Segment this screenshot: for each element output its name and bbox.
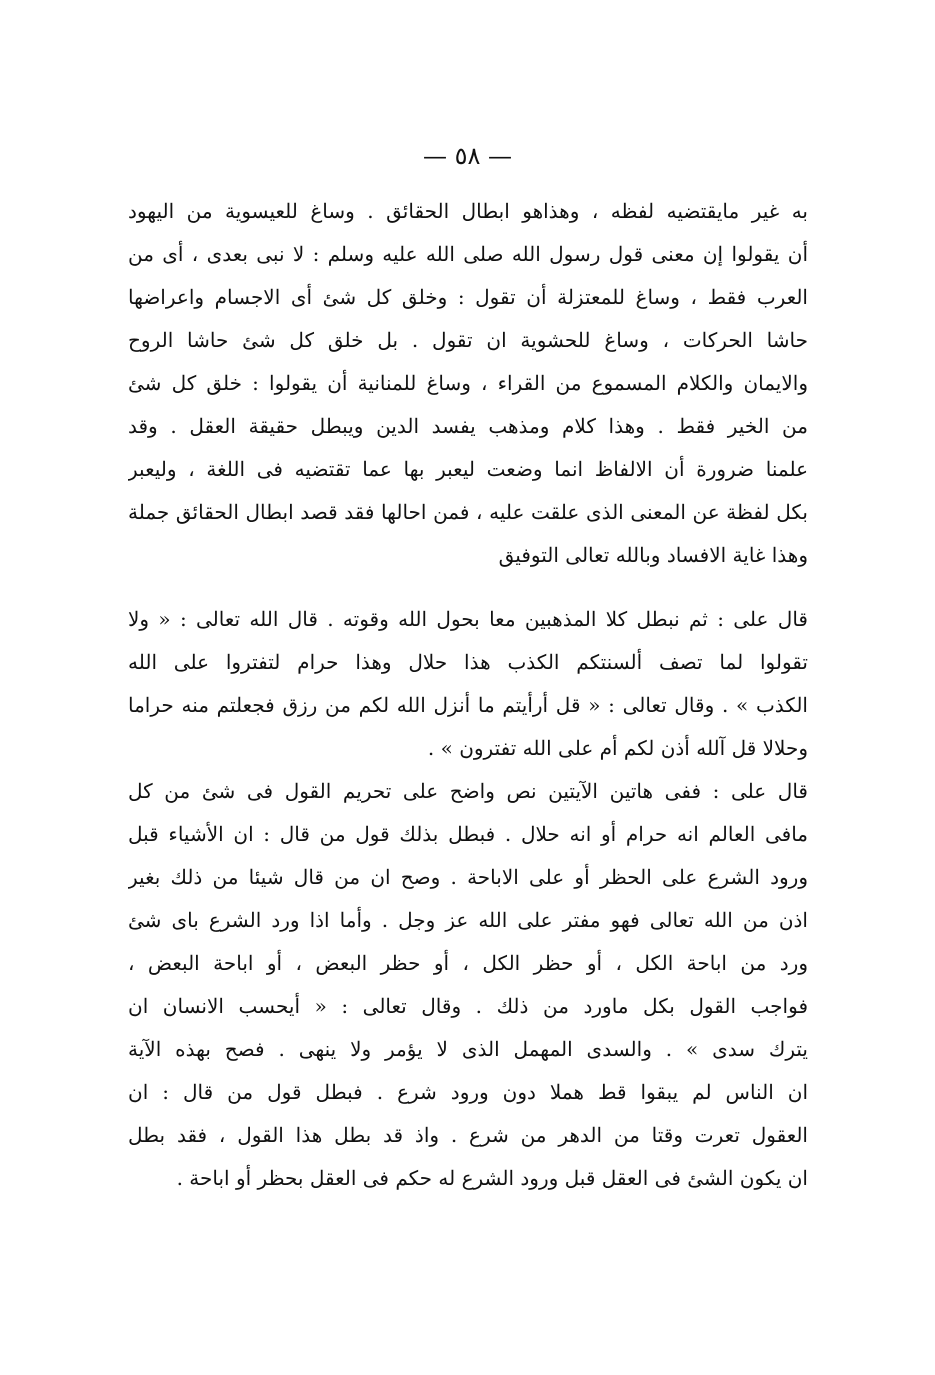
text-line: أن يقولوا إن معنى قول رسول الله صلى الله عليه وسلم : لا نبى بعدى ، أى من [128, 242, 808, 266]
text-line: ان الناس لم يبقوا قط هملا دون ورود شرع . فبطل قول من قال : ان [128, 1080, 808, 1104]
paragraph-3 [128, 770, 808, 1200]
text-line: يترك سدى » . والسدى المهمل الذى لا يؤمر ولا ينهى . فصح بهذه الآية [128, 1037, 808, 1061]
text-line: اذن من الله تعالى فهو مفتر على الله عز وجل . وأما اذا ورد الشرع باى شئ [128, 908, 808, 932]
text-line: فواجب القول بكل ماورد من ذلك . وقال تعالى : « أيحسب الانسان ان [128, 994, 808, 1018]
text-line: والايمان والكلام المسموع من القراء ، وساغ للمنانية أن يقولوا : خلق كل شئ [128, 371, 808, 395]
text-line: وهذا غاية الافساد وبالله تعالى التوفيق [498, 543, 808, 567]
text-line: من الخير فقط . وهذا كلام ومذهب يفسد الدين ويبطل حقيقة العقل . وقد [128, 414, 808, 438]
paragraph-2 [128, 598, 808, 770]
text-line: قال على : ففى هاتين الآيتين نص واضح على تحريم القول فى شئ من كل [128, 779, 808, 803]
text-line: العقول تعرت وقتا من الدهر من شرع . واذ قد بطل هذا القول ، فقد بطل [128, 1123, 808, 1147]
text-line: الكذب » . وقال تعالى : « قل أرأيتم ما أنزل الله لكم من رزق فجعلتم منه حراما [128, 693, 808, 717]
text-line: ان يكون الشئ فى العقل قبل ورود الشرع له حكم فى العقل بحظر أو اباحة . [176, 1166, 808, 1190]
page-number: — ٥٨ — [422, 142, 513, 170]
text-line: تقولوا لما تصف ألسنتكم الكذب هذا حلال وهذا حرام لتفتروا على الله [128, 650, 808, 674]
text-line: العرب فقط ، وساغ للمعتزلة أن تقول : وخلق كل شئ أى الاجسام واعراضها [128, 285, 808, 309]
text-line: وحلالا قل آلله أذن لكم أم على الله تفترون » . [427, 736, 808, 760]
text-line: به غير مايقتضيه لفظه ، وهذاهو ابطال الحقائق . وساغ للعيسوية من اليهود [128, 199, 808, 223]
text-line: حاشا الحركات ، وساغ للحشوية ان تقول . بل خلق كل شئ حاشا الروح [128, 328, 808, 352]
paragraph-1 [128, 190, 808, 577]
text-line: مافى العالم انه حرام أو انه حلال . فبطل بذلك قول من قال : ان الأشياء قبل [128, 822, 808, 846]
text-line: علمنا ضرورة أن الالفاظ انما وضعت ليعبر بها عما تقتضيه فى اللغة ، وليعبر [128, 457, 808, 481]
text-line: قال على : ثم نبطل كلا المذهبين معا بحول الله وقوته . قال الله تعالى : « ولا [128, 607, 808, 631]
text-line: بكل لفظة عن المعنى الذى علقت عليه ، فمن احالها فقد قصد ابطال الحقائق جملة [128, 500, 808, 524]
text-line: ورود الشرع على الحظر أو على الاباحة . وصح ان من قال شيئا من ذلك بغير [128, 865, 808, 889]
text-line: ورد من اباحة الكل ، أو حظر الكل ، أو حظر البعض ، أو اباحة البعض ، [128, 951, 808, 975]
